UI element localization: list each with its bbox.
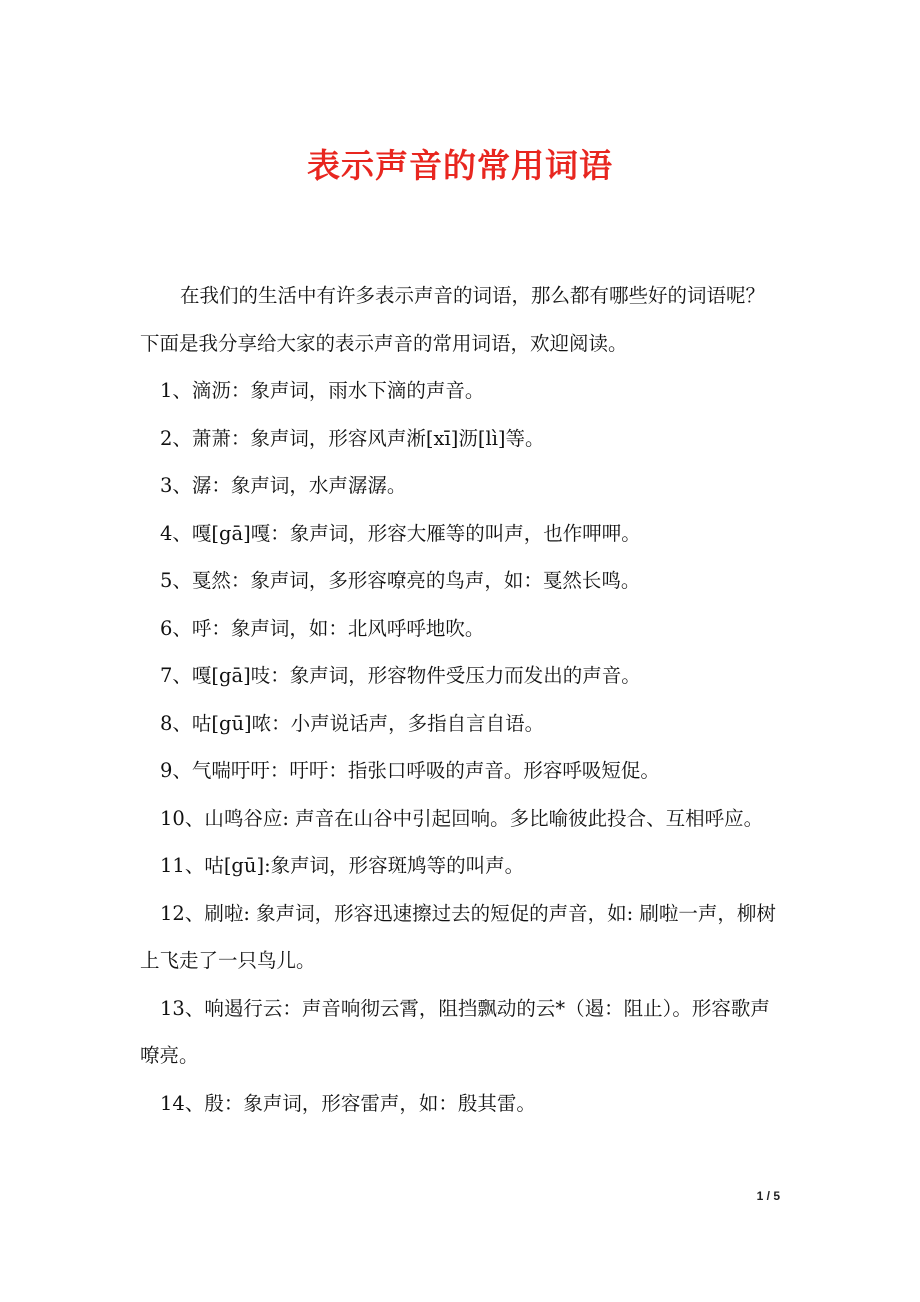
list-item: 3、潺：象声词，水声潺潺。	[160, 474, 407, 497]
list-item: 12、刷啦: 象声词，形容迅速擦过去的短促的声音，如: 刷啦一声，柳树上飞走了一只鸟儿。	[140, 901, 776, 972]
document-title: 表示声音的常用词语	[307, 146, 613, 185]
list-item: 9、气喘吁吁：吁吁：指张口呼吸的声音。形容呼吸短促。	[160, 759, 660, 782]
list-item: 11、咕[gū]:象声词，形容斑鸠等的叫声。	[160, 854, 525, 877]
list-item: 6、呼：象声词，如：北风呼呼地吹。	[160, 616, 485, 640]
list-item: 14、殷：象声词，形容雷声，如：殷其雷。	[160, 1091, 536, 1115]
list-item: 2、萧萧：象声词，形容风声淅[xī]沥[lì]等。	[160, 426, 545, 450]
list-item: 10、山鸣谷应: 声音在山谷中引起回响。多比喻彼此投合、互相呼应。	[160, 806, 764, 830]
list-item: 5、戛然：象声词，多形容嘹亮的鸟声，如：戛然长鸣。	[160, 569, 641, 592]
list-item: 7、嘎[gā]吱：象声词，形容物件受压力而发出的声音。	[160, 664, 641, 687]
document-body	[140, 272, 782, 1127]
page-number: 1 / 5	[756, 1189, 780, 1203]
list-item: 4、嘎[gā]嘎：象声词，形容大雁等的叫声，也作呷呷。	[160, 521, 641, 545]
list-item: 8、咕[gū]哝：小声说话声，多指自言自语。	[160, 711, 545, 735]
list-item: 1、滴沥：象声词，雨水下滴的声音。	[160, 379, 485, 402]
intro-paragraph: 在我们的生活中有许多表示声音的词语，那么都有哪些好的词语呢？下面是我分享给大家的表示声音的常用词语，欢迎阅读。	[140, 284, 766, 355]
list-item: 13、响遏行云：声音响彻云霄，阻挡飘动的云*（遏：阻止）。形容歌声嘹亮。	[140, 996, 770, 1067]
